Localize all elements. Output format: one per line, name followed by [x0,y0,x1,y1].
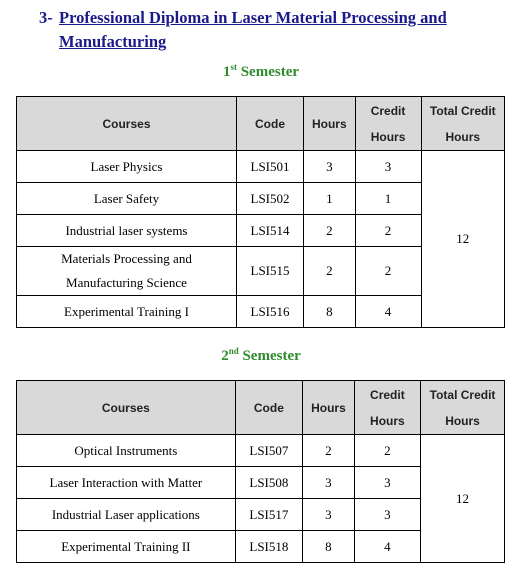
course-credit: 3 [354,467,420,499]
semester-2-suffix: nd [228,346,239,356]
course-code: LSI514 [236,215,303,247]
program-title: Professional Diploma in Laser Material Processing and Manufacturing [59,8,447,51]
col-total-credit [421,97,504,151]
course-name: Laser Safety [17,183,237,215]
course-name: Industrial laser systems [17,215,237,247]
semester-2-title [0,346,522,365]
table-header-row [17,381,505,435]
col-credit-sub: Hours [370,129,406,144]
course-hours: 2 [304,215,355,247]
course-name: Experimental Training II [17,531,236,563]
semester-1-label: Semester [236,64,300,80]
course-hours: 3 [303,499,355,531]
course-hours: 1 [304,183,355,215]
semester-2-ordinal: 2 [221,348,229,364]
col-hours: Hours [304,97,355,151]
program-number: 3- [39,8,53,27]
course-name: Laser Physics [17,151,237,183]
col-total-credit [421,381,505,435]
course-credit: 3 [354,499,420,531]
col-code: Code [236,97,303,151]
course-credit: 2 [355,215,421,247]
course-credit: 4 [355,296,421,328]
total-credit-cell: 12 [421,151,504,328]
semester-2-label: Semester [238,348,301,364]
col-total-sub: Hours [445,129,481,144]
semester-1-title [0,62,522,81]
total-credit-cell: 12 [421,435,505,563]
course-code: LSI501 [236,151,303,183]
course-code: LSI518 [235,531,302,563]
course-credit: 2 [354,435,420,467]
course-hours: 8 [303,531,355,563]
col-credit-label: Credit [370,387,405,402]
semester-1-suffix: st [230,62,237,72]
course-name: Laser Interaction with Matter [17,467,236,499]
table-row [17,435,505,467]
course-code: LSI517 [235,499,302,531]
course-credit: 2 [355,247,421,296]
course-code: LSI508 [235,467,302,499]
course-hours: 2 [304,247,355,296]
course-name: Experimental Training I [17,296,237,328]
course-name: Materials Processing and Manufacturing Science [17,247,237,296]
col-courses: Courses [17,97,237,151]
course-hours: 3 [303,467,355,499]
semester-2-table [16,380,505,563]
col-credit-label: Credit [370,103,406,118]
course-hours: 8 [304,296,355,328]
course-hours: 3 [304,151,355,183]
course-credit: 4 [354,531,420,563]
col-credit-sub: Hours [370,413,405,428]
col-credit-hours [355,97,421,151]
semester-1-ordinal: 1 [222,64,231,80]
col-total-sub: Hours [445,413,480,428]
col-hours: Hours [303,381,355,435]
course-hours: 2 [303,435,355,467]
course-code: LSI507 [235,435,302,467]
course-code: LSI515 [236,247,303,296]
semester-1-table [16,96,505,328]
col-code: Code [235,381,302,435]
table-row [17,151,505,183]
table-header-row [17,97,505,151]
course-code: LSI502 [236,183,303,215]
course-name: Industrial Laser applications [17,499,236,531]
col-courses: Courses [17,381,236,435]
course-credit: 1 [355,183,421,215]
col-total-label: Total Credit [429,103,496,118]
course-credit: 3 [355,151,421,183]
col-total-label: Total Credit [429,387,496,402]
col-credit-hours [354,381,420,435]
course-name: Optical Instruments [17,435,236,467]
course-code: LSI516 [236,296,303,328]
